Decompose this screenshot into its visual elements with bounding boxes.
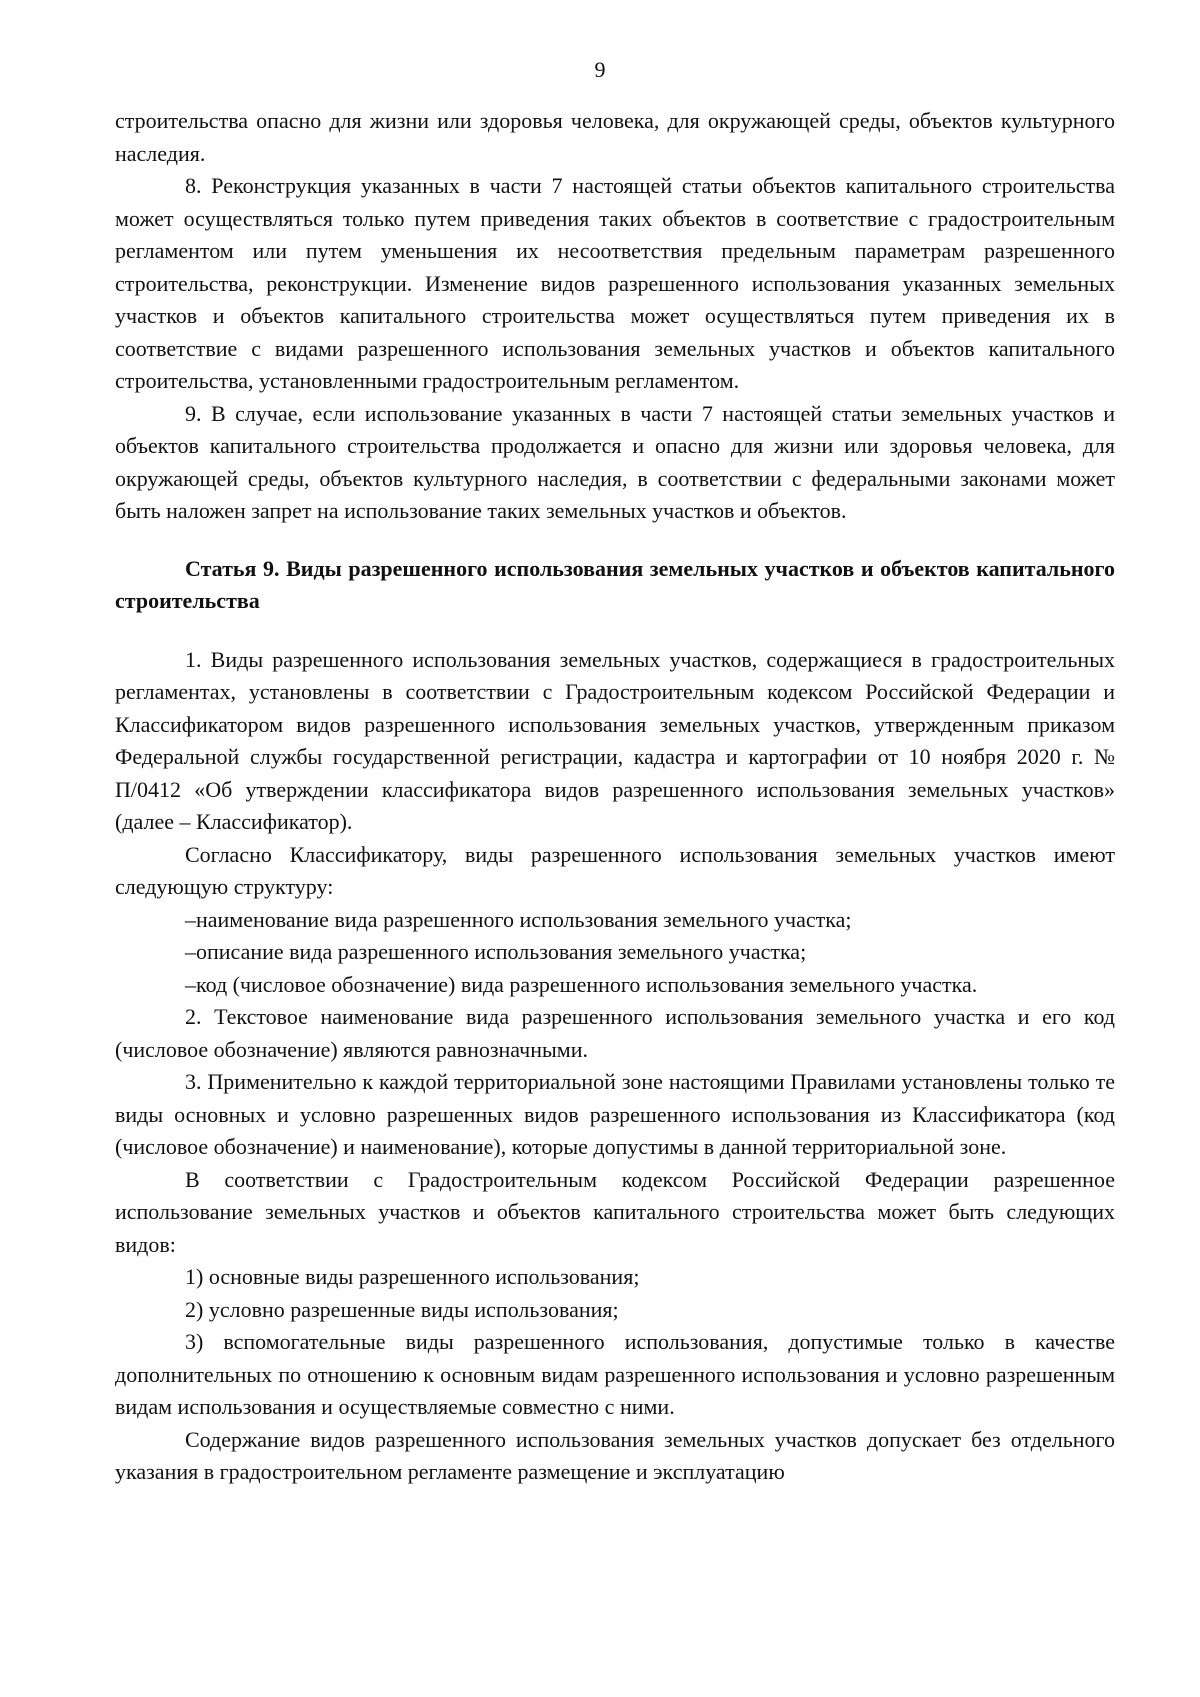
paragraph-structure-intro: Согласно Классификатору, виды разрешенного использования земельных участков имеют следующую структуру: [115,841,1115,899]
paragraph-continuation: строительства опасно для жизни или здоровья человека, для окружающей среды, объектов культурного наследия. [115,108,1115,166]
paragraph-kinds-intro: В соответствии с Градостроительным кодексом Российской Федерации разрешенное использование земельных участков и объектов капитального строительства может быть следующих видов: [115,1166,1115,1257]
paragraph-article9-item-3: 3. Применительно к каждой территориальной зоне настоящими Правилами установлены только те виды основных и условно разрешенных видов разрешенного использования из Классификатора (код (числовое обозначение) и наименование), которые допустимы в данной территориальной зоне. [115,1069,1115,1159]
list-item-kind-2: 2) условно разрешенные виды использования; [185,1296,619,1322]
paragraph-article9-item-1: 1. Виды разрешенного использования земельных участков, содержащиеся в градостроительных регламентах, установлены в соответствии с Градостроительным кодексом Российской Федерации и Классификатором видов разрешенного использования земельных участков, утвержденным приказом Федеральной службы государственной регистрации, кадастра и картографии от 10 ноября 2020 г. № П/0412 «Об утверждении классификатора видов разрешенного использования земельных участков» (далее – Классификатор). [115,646,1115,834]
paragraph-content-intro: Содержание видов разрешенного использования земельных участков допускает без отдельного указания в градостроительном регламенте размещение и эксплуатацию [115,1426,1115,1484]
document-body [115,105,1115,1489]
paragraph-article9-item-2: 2. Текстовое наименование вида разрешенного использования земельного участка и его код (числовое обозначение) являются равнозначными. [115,1004,1115,1062]
list-item-dash-2: –описание вида разрешенного использования земельного участка; [185,939,807,964]
list-item-dash-1: –наименование вида разрешенного использования земельного участка; [185,906,852,932]
list-item-kind-3: 3) вспомогательные виды разрешенного использования, допустимые только в качестве дополнительных по отношению к основным видам разрешенного использования и условно разрешенным видам использования и осуществляемые совместно с ними. [115,1329,1115,1419]
paragraph-item-9: 9. В случае, если использование указанных в части 7 настоящей статьи земельных участков и объектов капитального строительства продолжается и опасно для жизни или здоровья человека, для окружающей среды, объектов культурного наследия, в соответствии с федеральными законами может быть наложен запрет на использование таких земельных участков и объектов. [115,400,1115,523]
page-number: 9 [594,57,606,82]
list-item-kind-1: 1) основные виды разрешенного использования; [185,1264,640,1289]
list-item-dash-3: –код (числовое обозначение) вида разрешенного использования земельного участка. [185,971,978,997]
article-heading: Статья 9. Виды разрешенного использования земельных участков и объектов капитального строительства [115,555,1115,613]
paragraph-item-8: 8. Реконструкция указанных в части 7 настоящей статьи объектов капитального строительства может осуществляться только путем приведения таких объектов в соответствие с градостроительным регламентом или путем уменьшения их несоответствия предельным параметрам разрешенного строительства, реконструкции. Изменение видов разрешенного использования указанных земельных участков и объектов капитального строительства может осуществляться путем приведения их в соответствие с видами разрешенного использования земельных участков и объектов капитального строительства, установленными градостроительным регламентом. [115,173,1115,393]
